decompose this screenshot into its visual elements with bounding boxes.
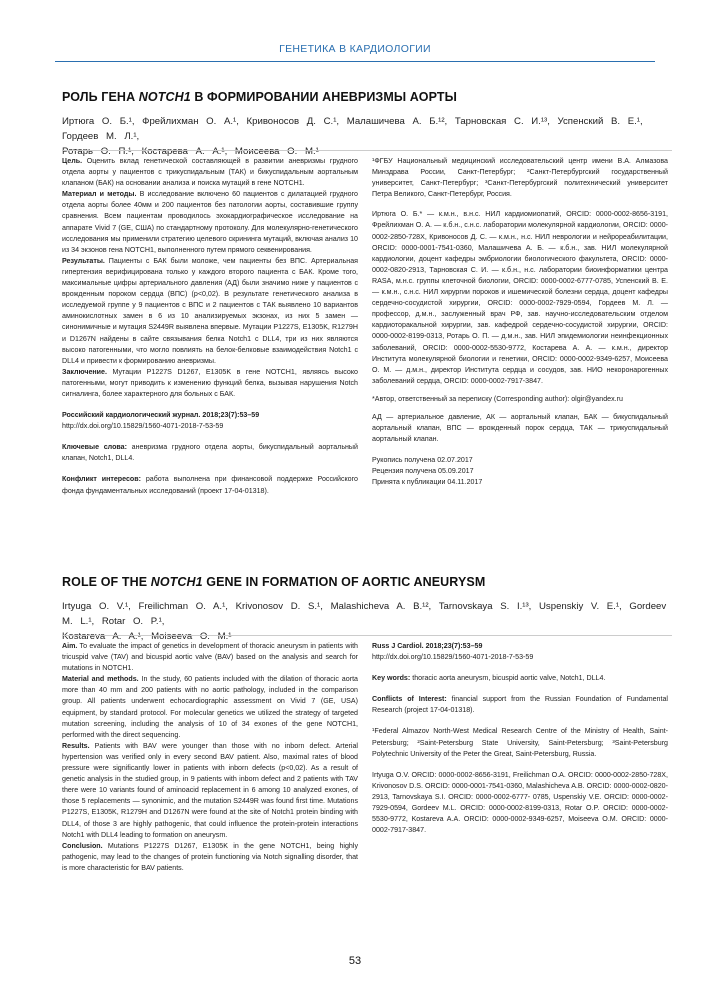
en-divider — [62, 635, 672, 636]
ru-methods: Материал и методы. В исследование включено 60 пациентов с дилатацией грудного отдела аорты более 40мм и 200 пациентов без патологии аорты, составившие группу сравнения. Всем пациентам проводилось эхокардиографическое исследование на аппарате Vivid 7 (GE, США) по стандартному протоколу. Для молекулярно-генетического исследования мы применили стратегию целевого скрининга мутаций, включая анализ 10 из 34 экзонов гена NOTCH1, выполненного путем прямого секвенирования. — [62, 190, 358, 254]
ru-authors-line1: Иртюга О. Б.¹, Фрейлихман О. А.¹, Кривоносов Д. С.¹, Малашичева А. Б.¹², Тарновская С. И.¹³, Успенский В. Е.¹, Гордеев М. Л.¹, — [62, 116, 643, 142]
en-journal-citation: Russ J Cardiol. 2018;23(7):53–59 — [372, 642, 483, 650]
ru-corresponding-author: *Автор, ответственный за переписку (Corresponding author): olgir@yandex.ru — [372, 394, 623, 403]
en-authors — [62, 599, 674, 644]
page-number: 53 — [348, 955, 362, 967]
ru-received-date: Рукопись получена 02.07.2017 — [372, 456, 473, 465]
ru-journal-citation: Российский кардиологический журнал. 2018;23(7):53–59 — [62, 411, 260, 420]
ru-divider — [62, 150, 672, 151]
en-keywords: Key words: thoracic aorta aneurysm, bicuspid aortic valve, Notch1, DLL4. — [372, 674, 606, 683]
en-conclusion: Conclusion. Mutations P1227S D1267, E1305K in the gene NOTCH1, being highly pathogenic, may lead to the changes of protein functioning via Notch signalling disorder, that is more characteristic for BAV patients. — [62, 841, 358, 872]
ru-affiliations: ¹ФГБУ Национальный медицинский исследовательский центр имени В.А. Алмазова Минздрава России, Санкт-Петербург; ²Санкт-Петербургский государственный университет, Санкт-Петербург; ³Санкт-Петербургский политехнический университет Петра Великого, Санкт-Петербург, Россия. — [372, 157, 668, 199]
en-affiliations: ¹Federal Almazov North-West Medical Research Centre of the Ministry of Health, Saint-Petersburg; ²Saint-Petersburg State University, Saint-Petersburg; ³Saint-Petersburg Polytechnic University of the Peter the Great, Saint-Petersburg, Russia. — [372, 727, 668, 758]
ru-aim: Цель. Оценить вклад генетической составляющей в развитии аневризмы грудного отдела аорты у пациентов с трикуспидальным (ТАК) и бикуспидальным аортальным клапаном (БАК) на основании анализа и поиска мутаций в гене NOTCH1. — [62, 157, 358, 188]
en-aim: Aim. To evaluate the impact of genetics in development of thoracic aneurysm in patients with tricuspid valve (TAV) and bicuspid aortic valve (BAV) based on the analysis and search for mutations in NOTCH1. — [62, 642, 358, 673]
en-doi-link[interactable]: http://dx.doi.org/10.15829/1560-4071-2018-7-53-59 — [372, 653, 534, 662]
ru-abbreviations: АД — артериальное давление, АК — аортальный клапан, БАК — бикуспидальный аортальный клапан, ВПС — врожденный порок сердца, ТАК — трикуспидальный аортальный клапан. — [372, 412, 668, 444]
en-conflict: Conflicts of Interest: financial support from the Russian Foundation of Fundamental Research (project 17-04-01318). — [372, 695, 668, 715]
ru-abstract-column — [62, 156, 358, 497]
ru-conclusion: Заключение. Мутации P1227S D1267, E1305K в гене NOTCH1, являясь высоко патогенными, могут приводить к изменению функций белка, вызывая нарушения Notch сигналинга, более характерного для больных с БАК. — [62, 367, 358, 398]
ru-results: Результаты. Пациенты с БАК были моложе, чем пациенты без ВПС. Артериальная гипертензия верифицирована только у каждого второго пациента с БАК. Кроме того, максимальные цифры артериального давления (АД) были значимо ниже у пациентов с врожденным пороком сердца (ВПС) (р<0,02). В результате генетического анализа в исследуемой группе у 9 пациентов с ВПС и 2 пациентов с ТАК выявлено 10 вариантов аминокислотных замен в 6 из 10 анализируемых экзонах, из них 5 замен — синонимичные и мутация S2449R выявлена впервые. Мутации P1227S, E1305K, R1279H и D1267N найдены в сайте связывания белка Notch1 с DLL4, три из них являются высоко патогенными, что могло повлиять на белок-белковые взаимодействия Notch1 с DLL4 и привести к формированию аневризмы. — [62, 256, 358, 365]
ru-doi-link[interactable]: http://dx.doi.org/10.15829/1560-4071-2018-7-53-59 — [62, 422, 224, 431]
en-authors-line2: Kostareva A. A.¹, Moiseeva O. M.¹ — [62, 631, 232, 642]
en-info-column — [372, 641, 668, 836]
en-title: ROLE OF THE NOTCH1 GENE IN FORMATION OF AORTIC ANEURYSM — [62, 575, 486, 589]
section-header: ГЕНЕТИКА В КАРДИОЛОГИИ — [279, 43, 431, 55]
header-rule — [55, 61, 655, 62]
en-authors-line1: Irtyuga O. V.¹, Freilichman O. A.¹, Krivonosov D. S.¹, Malashicheva A. B.¹², Tarnovskaya S. I.¹³, Uspenskiy V. E.¹, Gordeev M. L.¹, Rotar O. P.¹, — [62, 601, 667, 627]
ru-info-column — [372, 156, 668, 489]
ru-orcids: Иртюга О. Б.* — к.м.н., в.н.с. НИЛ кардиомиопатий, ORCID: 0000-0002-8656-3191, Фрейлихман О. А. — к.б.н., с.н.с. лаборатории молекулярной кардиологии, ORCID: 0000-0002-2850-728X, Кривоносов Д. С. — к.м.н., н.с. НИЛ неврологии и нейрореабилитации, ORCID: 0000-0001-7541-0360, Малашичева А. Б. — к.б.н., зав. НИЛ молекулярной кардиологии, доцент кафедры эмбриологии биологического факультета, ORCID: 0000-0002-0820-2913, Тарновская С. И. — к.б.н., н.с. лаборатории биоинформатики центра RASA, м.н.с. группы клеточной биологии, ORCID: 0000-0002-6777-0785, Успенский В. Е. — к.м.н., с.н.с. НИЛ хирургии пороков и ишемической болезни сердца, доцент кафедры сердечно-сосудистой хирургии, ORCID: 0000-0002-7929-0594, Гордеев М. Л. — профессор, д.м.н., заслуженный врач РФ, зав. научно-исследовательским отделом кардиоторакальной хирургии, зав. кафедрой сердечно-сосудистой хирургии, ORCID: 0000-0002-8199-0313, Ротарь О. П. — д.м.н., зав. НИЛ эпидемиологии неинфекционных заболеваний, ORCID: 0000-0002-5530-9772, Костарева А. А. — к.м.н., директор Института молекулярной биологии и генетики, ORCID: 0000-0002-9349-6257, Моисеева О. М. — д.м.н., директор Института сердца и сосудов, зав. НИО некоронарогенных заболеваний сердца, ORCID: 0000-0002-7917-3847. — [372, 210, 668, 385]
ru-title: РОЛЬ ГЕНА NOTCH1 В ФОРМИРОВАНИИ АНЕВРИЗМЫ АОРТЫ — [62, 90, 457, 104]
ru-authors — [62, 114, 672, 159]
en-orcids: Irtyuga O.V. ORCID: 0000-0002-8656-3191, Freilichman O.A. ORCID: 0000-0002-2850-728X, Krivonosov D.S. ORCID: 0000-0001-7541-0360, Malashicheva A.B. ORCID: 0000-0002-0820-2913, Tarnovskaya S.I. ORCID: 0000-0002-6777- 0785, Uspenskiy V.E. ORCID: 0000-0002-7929-0594, Gordeev M.L. ORCID: 0000-0002-8199-0313, Rotar O.P. ORCID: 0000-0002-5530-9772, Kostareva A.A. ORCID: 0000-0002-9349-6257, Moiseeva O.M. ORCID: 0000-0002-7917-3847. — [372, 770, 668, 835]
en-methods: Material and methods. In the study, 60 patients included with the dilation of thoracic aorta more than 40 mm and 200 patients with no aortic pathology, included in the comparison group. All patients underwent echocardiographic assessment on Vivid 7 (GE, USA) equipment, by standard protocol. For molecular genetics we utilized the strategy of targeted mutation screening, including the analysis of 10 of 34 exones of the gene NOTCH1, performed with the direct sequencing. — [62, 675, 358, 739]
en-abstract-column — [62, 641, 358, 874]
en-results: Results. Patients with BAV were younger than those with no inborn defect. Arterial hypertension was verified only in every second BAV patient. Also, maximal rates of blood pressure were significantly lower in patients with inborn defects (p<0,02). As a result of genetic analysis in the studied group, in 9 patients with inborn defect and 2 patients with TAV there were 10 variants found of aminoacid replacement in 6 among 10 analyzed exones, of those 5 replacements — synonimic, and the mutation S2449R was found first time. Mutations P1227S, E1305K, R1279H and D1267N were found at the site of Notch1 protein binding with DLL4, of those 3 are highly pathogenic, that could influence the protein-protein interactions Notch1 with DLL4 leading to formation on aneurysm. — [62, 741, 358, 839]
ru-reviewed-date: Рецензия получена 05.09.2017 — [372, 467, 474, 476]
ru-conflict: Конфликт интересов: работа выполнена при финансовой поддержке Российского фонда фундаментальных исследований (проект 17-04-01318). — [62, 475, 358, 495]
ru-keywords: Ключевые слова: аневризма грудного отдела аорты, бикуспидальный аортальный клапан, Notch1, DLL4. — [62, 443, 358, 463]
ru-authors-line2: Ротарь О. П.¹, Костарева А. А.¹, Моисеева О. М.¹ — [62, 146, 319, 157]
ru-accepted-date: Принята к публикации 04.11.2017 — [372, 478, 483, 487]
